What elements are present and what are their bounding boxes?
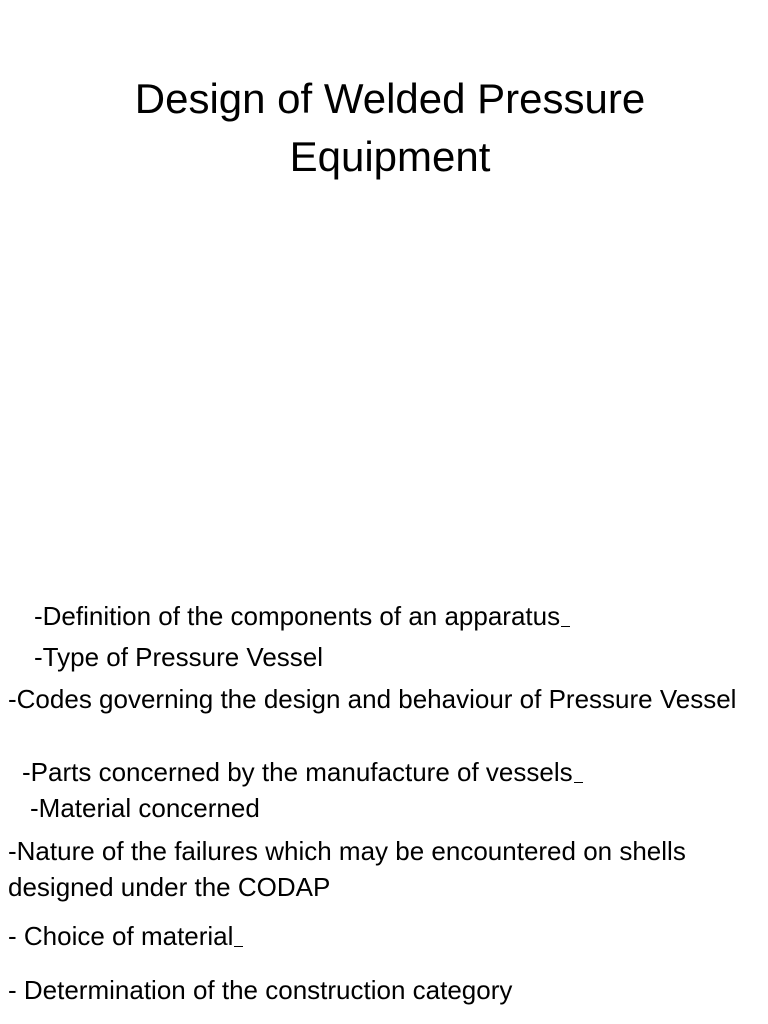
- bullet-item: [8, 681, 760, 717]
- bullet-item: [34, 598, 768, 634]
- bullet-text: -Definition of the components of an apparatus: [34, 601, 561, 631]
- bullet-text: -Parts concerned by the manufacture of vessels: [22, 757, 573, 787]
- bullet-item: [8, 833, 738, 905]
- bullet-item: [30, 790, 768, 826]
- bullet-text: - Determination of the construction category: [8, 975, 513, 1005]
- bullet-text: -Nature of the failures which may be encountered on shells designed under the CODAP: [8, 836, 686, 902]
- text-cursor-mark: [234, 946, 243, 947]
- text-cursor-mark: [574, 782, 583, 783]
- text-cursor-mark: [561, 626, 570, 627]
- bullet-text: - Choice of material: [8, 921, 234, 951]
- slide-title: [40, 70, 740, 186]
- bullet-text: -Codes governing the design and behaviour of Pressure Vessel: [8, 684, 737, 714]
- bullet-text: -Material concerned: [30, 793, 260, 823]
- slide-title-line-1: Design of Welded Pressure: [134, 75, 646, 122]
- bullet-item: [34, 639, 768, 675]
- slide-title-line-2: Equipment: [289, 133, 491, 180]
- bullet-item: [8, 918, 768, 954]
- bullet-item: [8, 972, 768, 1008]
- bullet-text: -Type of Pressure Vessel: [34, 642, 324, 672]
- bullet-item: [22, 754, 768, 790]
